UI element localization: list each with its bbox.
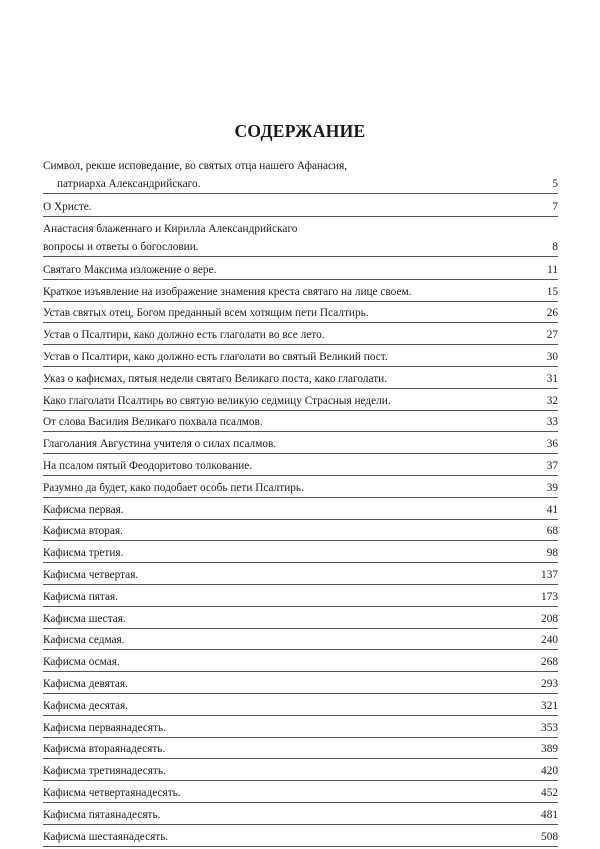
toc-entry [43, 479, 558, 498]
toc-entry-title: Како глаголати Псалтирь во святую великую седмицу Страсныя недели. [43, 394, 391, 407]
toc-entry [43, 522, 558, 541]
toc-entry-page-number: 481 [541, 808, 558, 821]
toc-entry-title: Устав святых отец, Богом преданный всем хотящим пети Псалтирь. [43, 307, 369, 320]
toc-entry-title: Кафисма втораянадесять. [43, 743, 166, 756]
toc-entry [43, 326, 558, 345]
toc-entry-page-number: 389 [541, 743, 558, 756]
page-title: СОДЕРЖАНИЕ [234, 121, 366, 141]
toc-entry-page-number: 7 [552, 201, 558, 213]
toc-entry-title: Кафисма десятая. [43, 699, 129, 712]
toc-entry-page-number: 420 [541, 765, 558, 778]
toc-entry-page-number: 8 [552, 240, 558, 253]
toc-entry [43, 304, 558, 323]
toc-entry-page-number: 30 [546, 350, 558, 363]
toc-entry-page-number: 5 [552, 178, 558, 190]
toc-entry-page-number: 33 [546, 416, 558, 429]
table-of-contents [43, 157, 558, 849]
toc-entry [43, 566, 558, 585]
toc-entry-title: Кафисма девятая. [43, 677, 128, 690]
toc-entry [43, 261, 558, 280]
toc-entry [43, 435, 558, 454]
toc-entry-page-number: 452 [541, 786, 558, 799]
toc-entry [43, 501, 558, 520]
toc-entry-page-number: 508 [541, 830, 558, 843]
toc-entry-page-number: 27 [546, 329, 558, 342]
toc-entry-title: Кафисма осмая. [43, 656, 120, 669]
toc-entry [43, 392, 558, 411]
toc-entry-title: Кафисма третия. [43, 547, 124, 560]
toc-entry-title: Указ о кафисмах, пятыя недели святаго Великаго поста, како глаголати. [43, 372, 388, 385]
toc-entry-title: патриарха Александрийскаго. [57, 178, 201, 190]
toc-entry [43, 675, 558, 694]
toc-entry-title: Кафисма пятаянадесять. [43, 808, 161, 821]
toc-entry [43, 697, 558, 716]
toc-entry-title: Кафисма четвертая. [43, 568, 139, 581]
toc-entry [43, 544, 558, 563]
toc-entry-title: На псалом пятый Феодоритово толкование. [43, 459, 253, 472]
toc-entry [43, 610, 558, 629]
toc-entry-page-number: 15 [546, 285, 558, 298]
toc-entry-page-number: 98 [546, 547, 558, 560]
toc-entry-title-line: Символ, рекше исповедание, во святых отца нашего Афанасия, [43, 160, 348, 172]
toc-entry-page-number: 353 [541, 721, 558, 734]
toc-entry-page-number: 37 [546, 459, 558, 472]
toc-entry-title: Кафисма вторая. [43, 525, 123, 538]
toc-entry-page-number: 240 [541, 634, 558, 647]
toc-entry [43, 198, 558, 217]
toc-entry-page-number: 26 [546, 307, 558, 320]
toc-entry-page-number: 32 [546, 394, 558, 407]
toc-entry-title: Разумно да будет, како подобает особь пети Псалтирь. [43, 481, 304, 494]
toc-entry-page-number: 68 [546, 525, 558, 538]
toc-entry-title: Устав о Псалтири, како должно есть глаголати во все лето. [43, 329, 325, 342]
toc-entry-title: Кафисма третиянадесять. [43, 765, 166, 778]
toc-entry [43, 762, 558, 781]
toc-entry-title: Глаголания Августина учителя о силах псалмов. [43, 438, 277, 451]
toc-entry [43, 784, 558, 803]
toc-entry-page-number: 39 [546, 481, 558, 494]
toc-entry-page-number: 11 [547, 263, 558, 276]
toc-entry-page-number: 173 [541, 590, 558, 603]
toc-entry-title: Кафисма седмая. [43, 634, 125, 647]
toc-entry-title: вопросы и ответы о богословии. [43, 240, 199, 253]
toc-entry [43, 157, 558, 194]
toc-entry-page-number: 208 [541, 612, 558, 625]
toc-entry-title-line: Анастасия блаженнаго и Кирилла Александрийскаго [43, 222, 298, 235]
toc-entry [43, 348, 558, 367]
toc-entry [43, 828, 558, 847]
toc-entry [43, 588, 558, 607]
toc-entry-page-number: 321 [541, 699, 558, 712]
toc-entry-title: Кафисма четвертаянадесять. [43, 786, 181, 799]
toc-entry-title: Святаго Максима изложение о вере. [43, 263, 217, 276]
toc-entry-title: О Христе. [43, 201, 92, 213]
toc-entry [43, 283, 558, 302]
toc-entry-page-number: 31 [546, 372, 558, 385]
toc-entry [43, 631, 558, 650]
toc-entry-title: Кафисма первая. [43, 503, 124, 516]
toc-entry [43, 806, 558, 825]
toc-entry-page-number: 268 [541, 656, 558, 669]
toc-entry-page-number: 293 [541, 677, 558, 690]
toc-entry-page-number: 36 [546, 438, 558, 451]
toc-entry-title: Кафисма шестая. [43, 612, 126, 625]
toc-entry-title: Кафисма шестаянадесять. [43, 830, 169, 843]
toc-entry [43, 653, 558, 672]
toc-entry [43, 220, 558, 257]
toc-entry-title: Кафисма перваянадесять. [43, 721, 167, 734]
toc-entry [43, 370, 558, 389]
toc-entry-title: От слова Василия Великаго похвала псалмов. [43, 416, 263, 429]
toc-entry-title: Устав о Псалтири, како должно есть глаголати во святый Великий пост. [43, 350, 388, 363]
toc-entry-title: Краткое изъявление на изображение знамения креста святаго на лице своем. [43, 285, 412, 298]
toc-entry [43, 719, 558, 738]
toc-entry [43, 413, 558, 432]
toc-entry-page-number: 41 [546, 503, 558, 516]
toc-entry [43, 457, 558, 476]
toc-entry-title: Кафисма пятая. [43, 590, 119, 603]
toc-entry-page-number: 137 [541, 568, 558, 581]
